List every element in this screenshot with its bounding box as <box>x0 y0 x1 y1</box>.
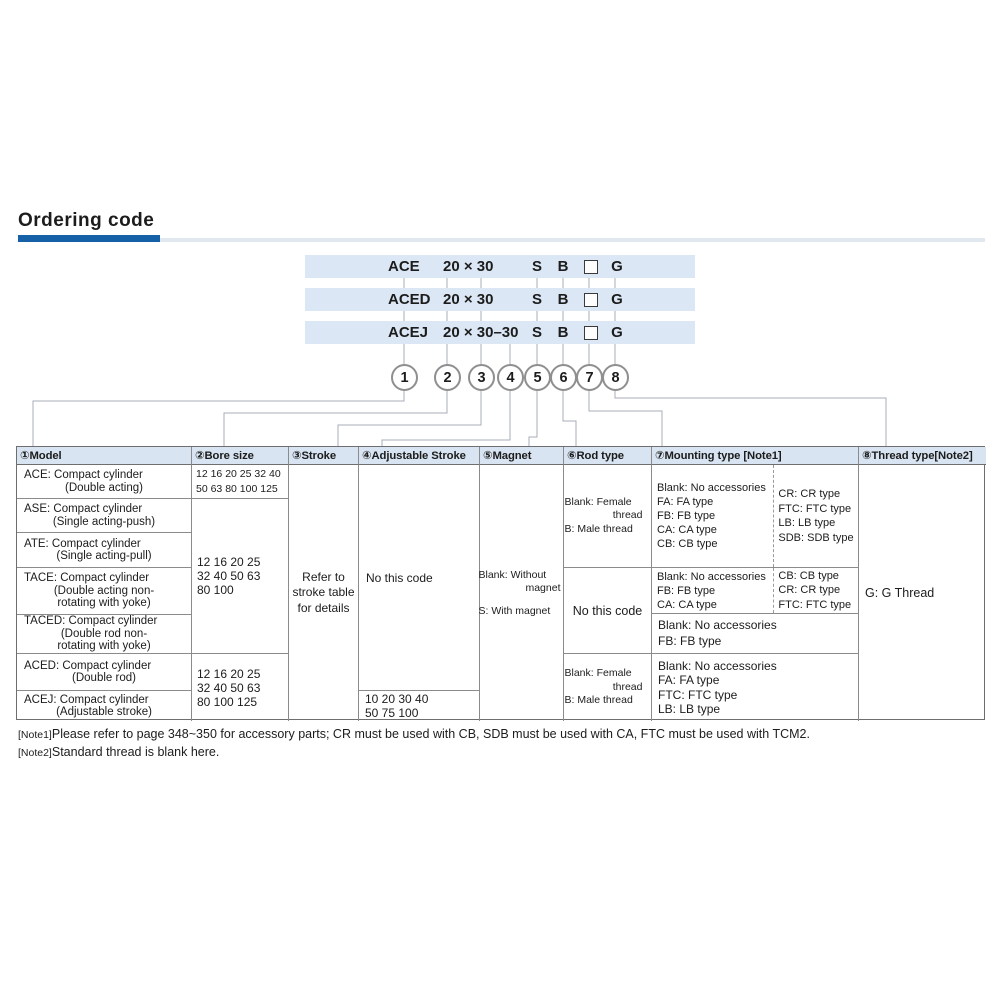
mounting-line: Blank: No accessories <box>658 618 777 632</box>
mounting-cell-1 <box>651 465 858 567</box>
header-label: ④Adjustable Stroke <box>362 450 466 462</box>
col-header-magnet <box>479 447 563 465</box>
thread-line: G: G Thread <box>865 586 935 600</box>
mounting-cell-3 <box>651 613 858 653</box>
mounting-options-left <box>652 568 773 613</box>
mounting-line: FB: FB type <box>657 584 716 597</box>
adjustable-line: No this code <box>366 570 433 585</box>
ordering-code-table <box>16 446 985 720</box>
model-line: ACE: Compact cylinder <box>24 469 143 481</box>
header-label: ⑤Magnet <box>483 450 532 462</box>
note-2 <box>18 745 983 759</box>
model-line: ASE: Compact cylinder <box>24 503 143 515</box>
rod-options <box>565 667 651 708</box>
bar-size-label: 20 × 30 <box>443 258 494 275</box>
digit-label: 4 <box>506 369 515 386</box>
mounting-line: CB: CB type <box>657 538 718 550</box>
note-text: Standard thread is blank here. <box>51 745 220 759</box>
digit-label: 1 <box>400 369 409 386</box>
adjustable-line: 10 20 30 40 <box>365 692 429 706</box>
bore-line: 12 16 20 25 <box>197 666 261 681</box>
spacer <box>479 595 565 605</box>
stroke-cell <box>288 465 358 721</box>
magnet-line: magnet <box>525 581 561 594</box>
code-digit-1 <box>391 364 418 391</box>
mounting-line: CA: CA type <box>657 524 717 536</box>
bore-line: 32 40 50 63 <box>197 569 261 583</box>
magnet-line: Blank: Without <box>478 568 547 581</box>
bar-magnet-code: S <box>531 291 542 308</box>
mounting-line: Blank: No accessories <box>657 482 766 494</box>
mounting-cell-2 <box>651 567 858 613</box>
bar-thread-code: G <box>611 258 623 275</box>
adjustable-cell-nocode <box>358 465 479 690</box>
bar-size-label: 20 × 30–30 <box>443 324 519 341</box>
rod-line: Blank: Female <box>564 495 632 508</box>
col-header-adjustable <box>358 447 479 465</box>
digit-label: 5 <box>533 369 542 386</box>
digit-label: 6 <box>559 369 568 386</box>
header-label: ①Model <box>20 450 62 462</box>
stroke-line: stroke table <box>292 585 355 600</box>
model-line: (Adjustable stroke) <box>56 706 152 718</box>
rod-line: thread <box>612 680 643 693</box>
rod-line: Blank: Female <box>564 667 632 680</box>
bore-line: 32 40 50 63 <box>197 680 261 695</box>
bore-cell-ace <box>191 465 288 498</box>
col-header-model <box>17 447 191 465</box>
col-header-stroke <box>288 447 358 465</box>
bar-magnet-code: S <box>531 324 542 341</box>
col-header-thread <box>858 447 986 465</box>
bore-line: 50 63 80 100 125 <box>196 482 278 495</box>
bar-magnet-code: S <box>531 258 542 275</box>
code-digit-5 <box>524 364 551 391</box>
mounting-line: LB: LB type <box>658 702 721 716</box>
magnet-cell <box>479 465 563 721</box>
magnet-line: S: With magnet <box>478 604 551 617</box>
mounting-line: FTC: FTC type <box>778 502 852 515</box>
model-cell-taced <box>17 614 191 653</box>
mounting-cell-4 <box>651 653 858 721</box>
note-text: Please refer to page 348~350 for accessory parts; CR must be used with CB, SDB must be used with CA, FTC must be used with TCM2. <box>51 727 810 741</box>
model-line: (Single acting-pull) <box>56 550 152 562</box>
code-digit-7 <box>576 364 603 391</box>
header-label: ⑦Mounting type [Note1] <box>655 450 782 462</box>
rod-cell-nocode <box>563 567 651 653</box>
model-line: ACEJ: Compact cylinder <box>24 693 149 706</box>
bore-cell-mid <box>191 498 288 653</box>
bar-thread-code: G <box>611 291 623 308</box>
code-digit-3 <box>468 364 495 391</box>
model-line: TACE: Compact cylinder <box>24 572 150 585</box>
stroke-line: Refer to <box>302 569 345 584</box>
mounting-line: SDB: SDB type <box>778 531 854 544</box>
model-cell-tace <box>17 567 191 614</box>
page-title: Ordering code <box>18 210 155 231</box>
model-cell-ace <box>17 465 191 498</box>
magnet-options <box>479 569 565 618</box>
col-header-rod <box>563 447 651 465</box>
mounting-line: CR: CR type <box>778 584 841 597</box>
header-label: ⑥Rod type <box>567 450 624 462</box>
model-line: TACED: Compact cylinder <box>24 615 158 628</box>
rod-line: B: Male thread <box>564 694 633 707</box>
rod-line: thread <box>612 509 643 522</box>
model-line: rotating with yoke) <box>57 640 151 653</box>
bar-rod-code: B <box>557 324 569 341</box>
rod-options <box>565 496 651 537</box>
bar-rod-code: B <box>557 291 569 308</box>
model-line: (Double rod non- <box>60 627 148 640</box>
bar-model-label: ACEJ <box>388 324 429 341</box>
title-underline-accent <box>18 235 160 242</box>
mounting-line: CA: CA type <box>657 598 717 611</box>
code-digit-6 <box>550 364 577 391</box>
title-underline-light <box>18 238 985 242</box>
model-line: (Double acting) <box>65 481 143 494</box>
mounting-line: Blank: No accessories <box>657 570 766 583</box>
model-cell-ate <box>17 532 191 567</box>
connector-lines <box>0 250 1000 450</box>
model-cell-acej <box>17 690 191 721</box>
digit-label: 8 <box>611 369 620 386</box>
note-label: [Note2] <box>18 747 52 759</box>
model-line: ACED: Compact cylinder <box>24 659 152 672</box>
mounting-line: FB: FB type <box>657 510 716 522</box>
bar-model-label: ACED <box>388 291 431 308</box>
model-cell-aced <box>17 653 191 690</box>
digit-label: 2 <box>443 369 452 386</box>
thread-cell <box>858 465 986 721</box>
col-header-mounting <box>651 447 858 465</box>
bar-model-label: ACE <box>388 258 420 275</box>
mounting-line: FTC: FTC type <box>658 687 738 702</box>
model-line: (Single acting-push) <box>52 515 156 528</box>
bore-line: 80 100 <box>197 583 234 597</box>
mounting-line: FA: FA type <box>657 496 714 508</box>
mounting-line: CR: CR type <box>778 488 841 500</box>
bore-line: 12 16 20 25 <box>197 555 261 569</box>
model-line: (Double rod) <box>72 672 136 684</box>
model-line: ATE: Compact cylinder <box>24 537 141 550</box>
model-line: (Double acting non- <box>53 584 155 597</box>
header-label: ③Stroke <box>292 450 337 462</box>
header-label: ②Bore size <box>195 450 254 462</box>
model-cell-ase <box>17 498 191 532</box>
mounting-line: Blank: No accessories <box>658 658 777 673</box>
note-label: [Note1] <box>18 729 52 741</box>
stroke-line: for details <box>297 600 350 615</box>
rod-line: No this code <box>572 603 643 618</box>
bore-line: 80 100 125 <box>197 694 258 709</box>
rod-cell-top <box>563 465 651 567</box>
rod-cell-bottom <box>563 653 651 721</box>
bar-thread-code: G <box>611 324 623 341</box>
mounting-line: FB: FB type <box>658 633 722 648</box>
mounting-line: FA: FA type <box>658 673 720 687</box>
header-label: ⑧Thread type[Note2] <box>862 450 973 462</box>
adjustable-line: 50 75 100 <box>365 706 419 720</box>
rod-line: B: Male thread <box>564 522 633 535</box>
bore-cell-bottom <box>191 653 288 721</box>
model-line: rotating with yoke) <box>57 597 151 610</box>
digit-label: 3 <box>477 369 486 386</box>
code-digit-8 <box>602 364 629 391</box>
code-digit-2 <box>434 364 461 391</box>
digit-label: 7 <box>585 369 594 386</box>
col-header-bore <box>191 447 288 465</box>
code-digit-4 <box>497 364 524 391</box>
mounting-options-right <box>773 465 858 567</box>
adjustable-cell-acej <box>358 690 479 721</box>
note-1 <box>18 727 983 741</box>
bar-size-label: 20 × 30 <box>443 291 494 308</box>
bar-rod-code: B <box>557 258 569 275</box>
bore-line: 12 16 20 25 32 40 <box>196 468 281 480</box>
mounting-line: LB: LB type <box>778 517 836 529</box>
mounting-line: FTC: FTC type <box>778 598 852 611</box>
mounting-options-right <box>773 568 858 613</box>
mounting-line: CB: CB type <box>778 569 839 582</box>
mounting-options-left <box>652 465 773 567</box>
